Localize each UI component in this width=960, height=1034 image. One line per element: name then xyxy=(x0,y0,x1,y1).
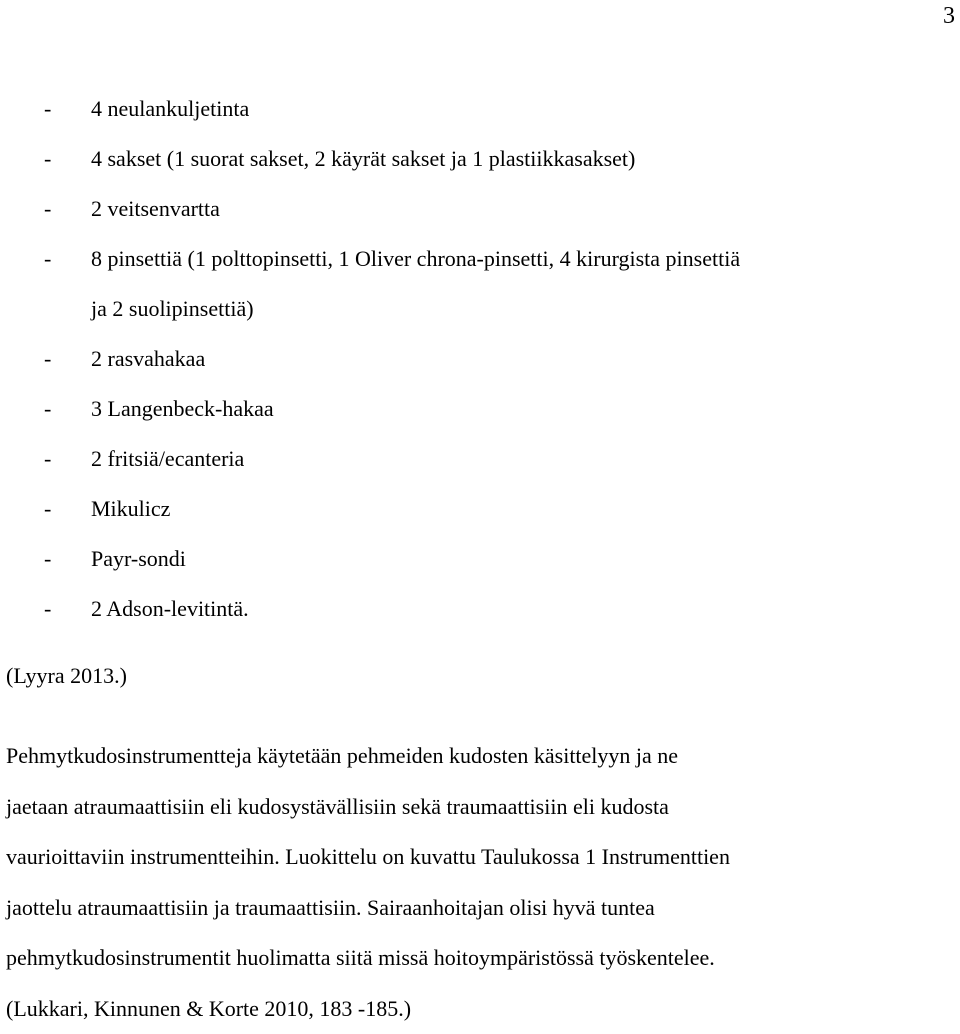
list-item-text: 4 sakset (1 suorat sakset, 2 käyrät sakset ja 1 plastiikkasakset) xyxy=(91,146,635,171)
paragraph-line: pehmytkudosinstrumentit huolimatta siitä missä hoitoympäristössä työskentelee. xyxy=(6,933,956,984)
list-citation: (Lyyra 2013.) xyxy=(6,651,127,701)
list-item xyxy=(0,434,960,484)
paragraph-line: vaurioittaviin instrumentteihin. Luokittelu on kuvattu Taulukossa 1 Instrumenttien xyxy=(6,832,956,883)
instrument-list xyxy=(0,84,960,634)
list-bullet: - xyxy=(44,584,51,634)
list-bullet: - xyxy=(44,384,51,434)
list-item-text: 2 Adson-levitintä. xyxy=(91,596,249,621)
list-item xyxy=(0,484,960,534)
list-item-text: 2 veitsenvartta xyxy=(91,196,220,221)
list-bullet: - xyxy=(44,184,51,234)
paragraph-line: jaetaan atraumaattisiin eli kudosystävällisiin sekä traumaattisiin eli kudosta xyxy=(6,782,956,833)
paragraph-line: (Lukkari, Kinnunen & Korte 2010, 183 -185.) xyxy=(6,984,956,1034)
paragraph-line: Pehmytkudosinstrumentteja käytetään pehmeiden kudosten käsittelyyn ja ne xyxy=(6,731,956,782)
list-item-text: 2 rasvahakaa xyxy=(91,346,205,371)
list-item-text: 8 pinsettiä (1 polttopinsetti, 1 Oliver chrona-pinsetti, 4 kirurgista pinsettiä xyxy=(91,246,740,271)
list-item xyxy=(0,84,960,134)
list-bullet: - xyxy=(44,434,51,484)
list-bullet: - xyxy=(44,534,51,584)
list-item xyxy=(0,584,960,634)
list-bullet: - xyxy=(44,334,51,384)
list-item-text: ja 2 suolipinsettiä) xyxy=(91,296,254,321)
list-item xyxy=(0,334,960,384)
list-item-text: 3 Langenbeck-hakaa xyxy=(91,396,274,421)
list-item xyxy=(0,384,960,434)
list-bullet: - xyxy=(44,234,51,284)
list-item-continuation xyxy=(0,284,960,334)
list-bullet: - xyxy=(44,134,51,184)
list-bullet: - xyxy=(44,484,51,534)
list-item-text: 4 neulankuljetinta xyxy=(91,96,249,121)
paragraph-line: jaottelu atraumaattisiin ja traumaattisiin. Sairaanhoitajan olisi hyvä tuntea xyxy=(6,883,956,934)
list-item-text: 2 fritsiä/ecanteria xyxy=(91,446,244,471)
list-bullet: - xyxy=(44,84,51,134)
list-item xyxy=(0,234,960,284)
page-number: 3 xyxy=(943,2,955,30)
body-paragraph xyxy=(6,731,956,1034)
list-item xyxy=(0,184,960,234)
list-item-text: Payr-sondi xyxy=(91,546,186,571)
list-item xyxy=(0,134,960,184)
list-item-text: Mikulicz xyxy=(91,496,170,521)
list-item xyxy=(0,534,960,584)
